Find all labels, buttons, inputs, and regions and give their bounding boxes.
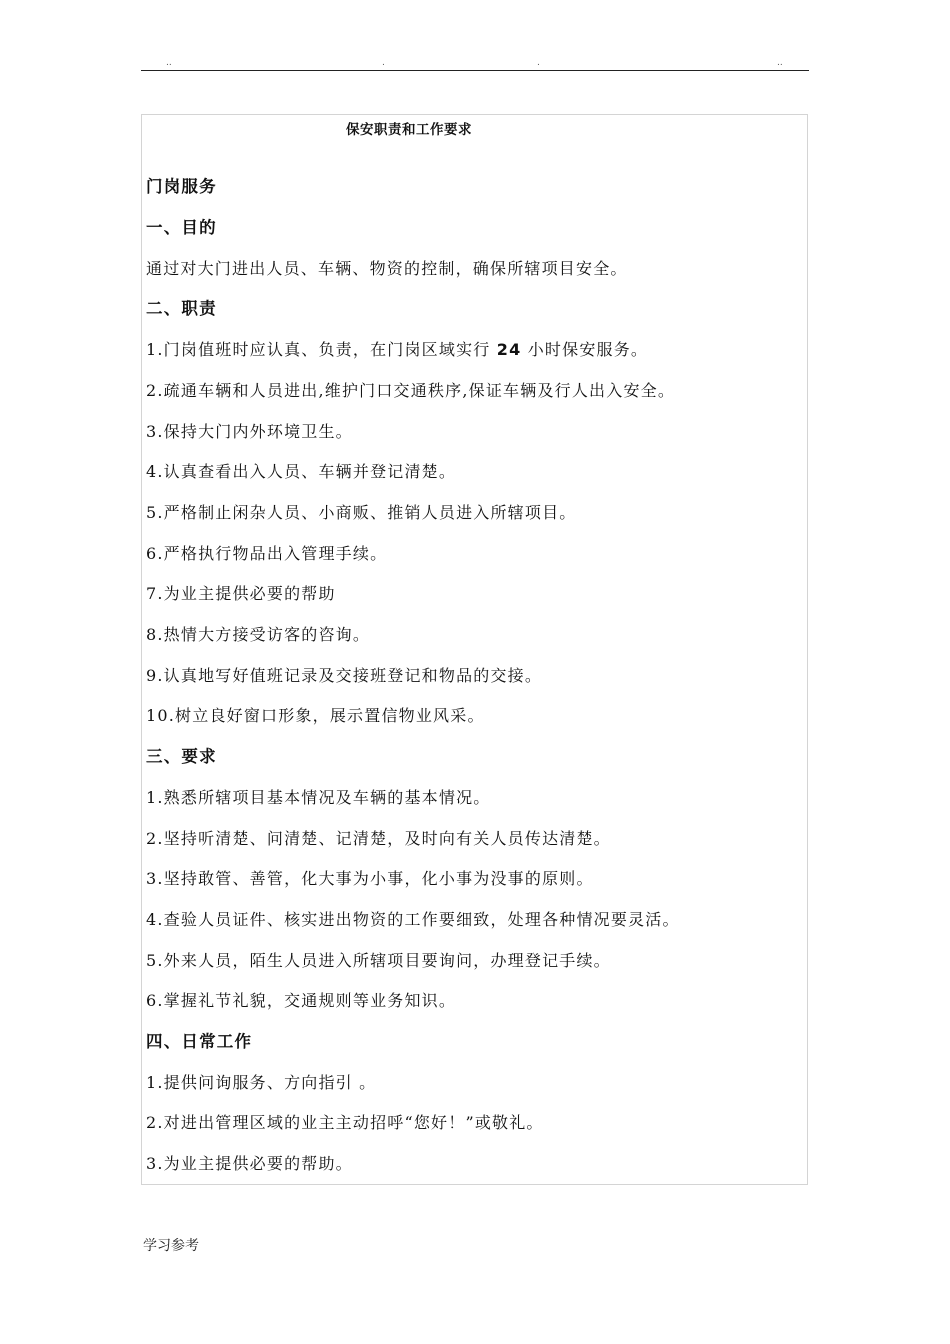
document-title: 保安职责和工作要求: [346, 122, 472, 138]
header-mark: ..: [166, 58, 172, 68]
requirement-item: 4.查验人员证件、核实进出物资的工作要细致，处理各种情况要灵活。: [146, 910, 680, 929]
duty-item: 9.认真地写好值班记录及交接班登记和物品的交接。: [146, 666, 543, 685]
purpose-text: 通过对大门进出人员、车辆、物资的控制，确保所辖项目安全。: [146, 259, 628, 278]
requirement-item: 1.熟悉所辖项目基本情况及车辆的基本情况。: [146, 788, 491, 807]
duty-1-text-end: 小时保安服务。: [521, 340, 649, 359]
heading-daily-work: 四、日常工作: [146, 1032, 253, 1051]
duty-item: [146, 340, 648, 360]
header-mark: .: [537, 58, 540, 68]
duty-item: 4.认真查看出入人员、车辆并登记清楚。: [146, 462, 457, 481]
duty-item: 3.保持大门内外环境卫生。: [146, 422, 353, 441]
duty-1-hours: 24: [496, 340, 522, 359]
requirement-item: 3.坚持敢管、善管，化大事为小事，化小事为没事的原则。: [146, 869, 594, 888]
header-mark: .: [382, 58, 385, 68]
duty-item: 6.严格执行物品出入管理手续。: [146, 544, 388, 563]
daily-work-item: 2.对进出管理区域的业主主动招呼“您好！”或敬礼。: [146, 1113, 544, 1132]
heading-requirements: 三、要求: [146, 747, 217, 766]
heading-duties: 二、职责: [146, 299, 217, 318]
duty-item: 7.为业主提供必要的帮助: [146, 584, 336, 603]
heading-purpose: 一、目的: [146, 218, 217, 237]
header-mark: ..: [777, 58, 783, 68]
document-body: [141, 114, 808, 1185]
duty-item: 5.严格制止闲杂人员、小商贩、推销人员进入所辖项目。: [146, 503, 577, 522]
header-rule: [141, 70, 809, 71]
duty-item: 10.树立良好窗口形象，展示置信物业风采。: [146, 706, 485, 725]
daily-work-item: 3.为业主提供必要的帮助。: [146, 1154, 353, 1173]
section-heading: 门岗服务: [146, 177, 217, 196]
footer-text: 学习参考: [143, 1238, 199, 1254]
duty-1-text: 1.门岗值班时应认真、负责，在门岗区域实行: [146, 340, 497, 359]
daily-work-item: 1.提供问询服务、方向指引 。: [146, 1073, 377, 1092]
duty-item: 2.疏通车辆和人员进出,维护门口交通秩序,保证车辆及行人出入安全。: [146, 381, 676, 400]
requirement-item: 6.掌握礼节礼貌，交通规则等业务知识。: [146, 991, 457, 1010]
requirement-item: 2.坚持听清楚、问清楚、记清楚，及时向有关人员传达清楚。: [146, 829, 611, 848]
requirement-item: 5.外来人员，陌生人员进入所辖项目要询问，办理登记手续。: [146, 951, 611, 970]
duty-item: 8.热情大方接受访客的咨询。: [146, 625, 371, 644]
